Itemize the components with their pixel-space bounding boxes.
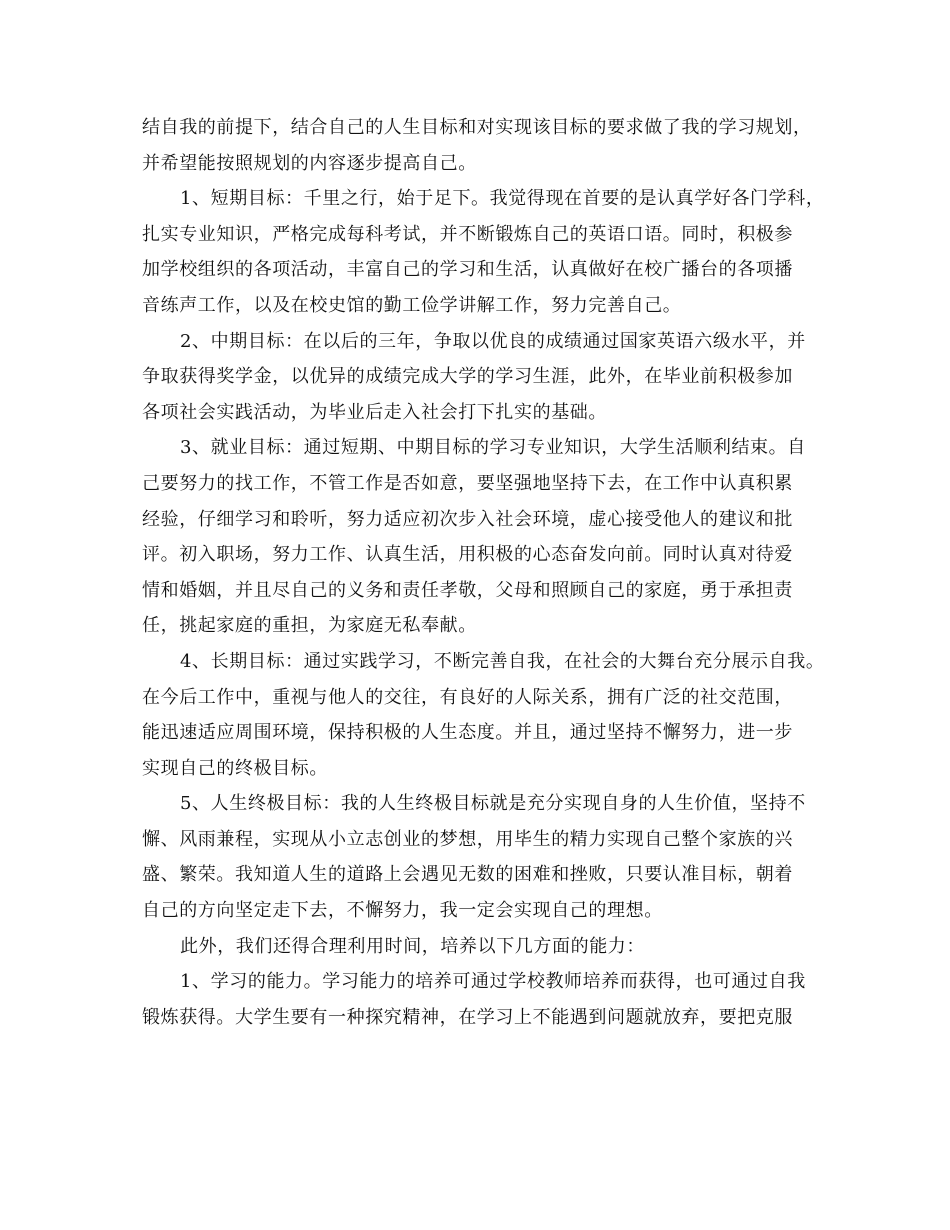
paragraph-line: 任，挑起家庭的重担，为家庭无私奉献。 (142, 615, 477, 637)
paragraph-first-line: 3、就业目标：通过短期、中期目标的学习专业知识，大学生活顺利结束。自 (180, 437, 806, 459)
paragraph-line: 自己的方向坚定走下去，不懈努力，我一定会实现自己的理想。 (142, 900, 663, 922)
paragraph-line: 锻炼获得。大学生要有一种探究精神，在学习上不能遇到问题就放弃，要把克服 (142, 1006, 793, 1028)
paragraph-line: 经验，仔细学习和聆听，努力适应初次步入社会环境，虚心接受他人的建议和批 (142, 508, 793, 530)
document-body (142, 110, 825, 1035)
paragraph-first-line: 1、短期目标：千里之行，始于足下。我觉得现在首要的是认真学好各门学科， (180, 188, 825, 210)
paragraph-line: 扎实专业知识，严格完成每科考试，并不断锻炼自己的英语口语。同时，积极参 (142, 223, 793, 245)
paragraph-line: 加学校组织的各项活动，丰富自己的学习和生活，认真做好在校广播台的各项播 (142, 259, 793, 281)
paragraph-first-line: 1、学习的能力。学习能力的培养可通过学校教师培养而获得，也可通过自我 (180, 971, 806, 993)
paragraph-line: 实现自己的终极目标。 (142, 757, 328, 779)
paragraph-line: 懈、风雨兼程，实现从小立志创业的梦想，用毕生的精力实现自己整个家族的兴 (142, 828, 793, 850)
paragraph-line: 盛、繁荣。我知道人生的道路上会遇见无数的困难和挫败，只要认准目标，朝着 (142, 864, 793, 886)
paragraph-first-line: 5、人生终极目标：我的人生终极目标就是充分实现自身的人生价值，坚持不 (180, 793, 806, 815)
paragraph-first-line: 此外，我们还得合理利用时间，培养以下几方面的能力： (180, 935, 645, 957)
paragraph-line: 音练声工作，以及在校史馆的勤工俭学讲解工作，努力完善自己。 (142, 294, 682, 316)
paragraph-first-line: 2、中期目标：在以后的三年，争取以优良的成绩通过国家英语六级水平，并 (180, 330, 806, 352)
paragraph-line: 情和婚姻，并且尽自己的义务和责任孝敬，父母和照顾自己的家庭，勇于承担责 (142, 579, 793, 601)
paragraph-line: 能迅速适应周围环境，保持积极的人生态度。并且，通过坚持不懈努力，进一步 (142, 722, 793, 744)
paragraph-line: 结自我的前提下，结合自己的人生目标和对实现该目标的要求做了我的学习规划， (142, 117, 812, 138)
paragraph-line: 评。初入职场，努力工作、认真生活，用积极的心态奋发向前。同时认真对待爱 (142, 544, 793, 566)
paragraph-line: 争取获得奖学金，以优异的成绩完成大学的学习生涯，此外，在毕业前积极参加 (142, 366, 793, 388)
paragraph-line: 己要努力的找工作，不管工作是否如意，要坚强地坚持下去，在工作中认真积累 (142, 472, 793, 494)
paragraph-line: 在今后工作中，重视与他人的交往，有良好的人际关系，拥有广泛的社交范围， (142, 686, 793, 708)
paragraph-line: 各项社会实践活动，为毕业后走入社会打下扎实的基础。 (142, 401, 607, 423)
paragraph-line: 并希望能按照规划的内容逐步提高自己。 (142, 152, 477, 174)
paragraph-first-line: 4、长期目标：通过实践学习，不断完善自我，在社会的大舞台充分展示自我。 (180, 650, 825, 672)
